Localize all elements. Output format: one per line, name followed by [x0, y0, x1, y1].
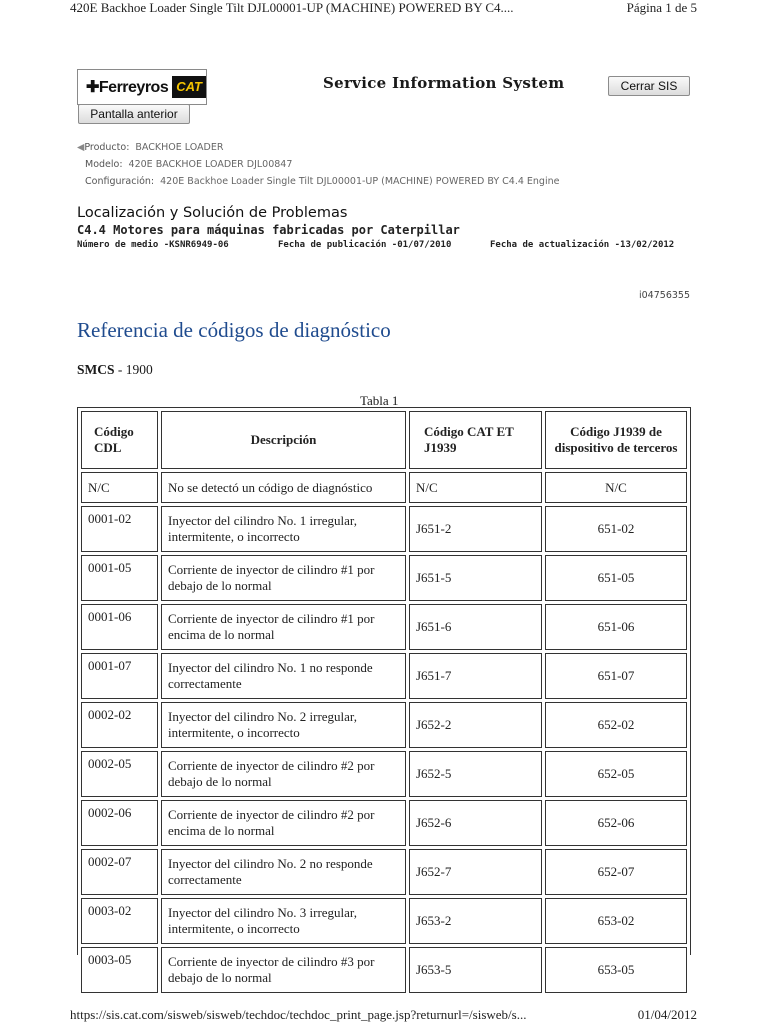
cell-j1939: 651-07 [545, 653, 687, 699]
cell-code: 0001-07 [81, 653, 158, 699]
media-number: Número de medio -KSNR6949-06 [77, 240, 229, 250]
update-date: Fecha de actualización -13/02/2012 [490, 240, 675, 250]
cell-code: 0002-06 [81, 800, 158, 846]
table-row [81, 555, 687, 601]
cell-code: 0002-05 [81, 751, 158, 797]
cell-description: Corriente de inyector de cilindro #1 por encima de lo normal [161, 604, 406, 650]
cell-cat-et: J652-5 [409, 751, 542, 797]
cell-j1939: 652-07 [545, 849, 687, 895]
publication-date: Fecha de publicación -01/07/2010 [278, 240, 452, 250]
cell-j1939: 652-06 [545, 800, 687, 846]
page-title: Referencia de códigos de diagnóstico [77, 318, 391, 342]
print-footer-url: https://sis.cat.com/sisweb/sisweb/techdoc/techdoc_print_page.jsp?returnurl=/sisweb/s... [70, 1007, 527, 1022]
model-label: Modelo: [85, 159, 123, 170]
cell-cat-et: J651-2 [409, 506, 542, 552]
cell-description: Corriente de inyector de cilindro #2 por debajo de lo normal [161, 751, 406, 797]
table-header-row [81, 411, 687, 469]
table-row [81, 898, 687, 944]
cell-cat-et: J652-6 [409, 800, 542, 846]
doc-subtitle: C4.4 Motores para máquinas fabricadas por Caterpillar [77, 223, 460, 237]
close-sis-button[interactable]: Cerrar SIS [608, 76, 690, 96]
product-label: Producto: [84, 142, 130, 153]
meta-config [85, 176, 559, 187]
cell-cat-et: J651-5 [409, 555, 542, 601]
table [78, 408, 690, 996]
cell-code: 0003-05 [81, 947, 158, 993]
cell-code: 0002-07 [81, 849, 158, 895]
sis-title: Service Information System [323, 74, 565, 92]
table-row [81, 849, 687, 895]
cell-cat-et: J652-2 [409, 702, 542, 748]
cell-j1939: 651-06 [545, 604, 687, 650]
meta-product [77, 142, 223, 153]
meta-model [85, 159, 292, 170]
cell-description: Inyector del cilindro No. 1 irregular, intermitente, o incorrecto [161, 506, 406, 552]
cell-j1939: 651-05 [545, 555, 687, 601]
table-row [81, 506, 687, 552]
table-body [81, 472, 687, 993]
print-footer-date: 01/04/2012 [637, 1007, 697, 1022]
smcs-value: - 1900 [114, 362, 153, 377]
cell-j1939: 652-05 [545, 751, 687, 797]
doc-title: Localización y Solución de Problemas [77, 205, 348, 221]
header-code-cdl: Código CDL [81, 411, 158, 469]
table-row [81, 751, 687, 797]
cell-description: Corriente de inyector de cilindro #3 por debajo de lo normal [161, 947, 406, 993]
cell-description: Inyector del cilindro No. 1 no responde correctamente [161, 653, 406, 699]
header-cat-et: Código CAT ET J1939 [409, 411, 542, 469]
cell-description: No se detectó un código de diagnóstico [161, 472, 406, 503]
product-value: BACKHOE LOADER [135, 142, 224, 153]
cell-description: Inyector del cilindro No. 2 irregular, intermitente, o incorrecto [161, 702, 406, 748]
print-header-page: Página 1 de 5 [626, 0, 697, 15]
smcs-line [77, 362, 153, 378]
config-value: 420E Backhoe Loader Single Tilt DJL00001-UP (MACHINE) POWERED BY C4.4 Engine [160, 176, 560, 187]
cell-description: Corriente de inyector de cilindro #2 por encima de lo normal [161, 800, 406, 846]
cat-badge: CAT [172, 76, 206, 98]
table-row [81, 472, 687, 503]
logo-text: ✚Ferreyros [86, 79, 169, 96]
cell-cat-et: J651-6 [409, 604, 542, 650]
cell-j1939: N/C [545, 472, 687, 503]
cell-cat-et: J653-5 [409, 947, 542, 993]
table-caption: Tabla 1 [360, 393, 399, 408]
table-row [81, 800, 687, 846]
cell-cat-et: J651-7 [409, 653, 542, 699]
previous-screen-button[interactable]: Pantalla anterior [78, 104, 190, 124]
cell-j1939: 653-02 [545, 898, 687, 944]
cell-j1939: 652-02 [545, 702, 687, 748]
diagnostic-codes-table [77, 407, 691, 985]
header-j1939: Código J1939 de dispositivo de terceros [545, 411, 687, 469]
doc-id: i04756355 [639, 290, 690, 301]
cell-description: Corriente de inyector de cilindro #1 por debajo de lo normal [161, 555, 406, 601]
header-description: Descripción [161, 411, 406, 469]
table-row [81, 702, 687, 748]
cell-description: Inyector del cilindro No. 2 no responde correctamente [161, 849, 406, 895]
cell-code: N/C [81, 472, 158, 503]
table-row [81, 947, 687, 993]
cell-cat-et: N/C [409, 472, 542, 503]
table-row [81, 653, 687, 699]
cell-cat-et: J653-2 [409, 898, 542, 944]
cell-j1939: 651-02 [545, 506, 687, 552]
model-value: 420E BACKHOE LOADER DJL00847 [128, 159, 293, 170]
cell-cat-et: J652-7 [409, 849, 542, 895]
cell-code: 0003-02 [81, 898, 158, 944]
print-header [0, 0, 768, 20]
table-row [81, 604, 687, 650]
cell-code: 0001-02 [81, 506, 158, 552]
cell-code: 0002-02 [81, 702, 158, 748]
cell-description: Inyector del cilindro No. 3 irregular, intermitente, o incorrecto [161, 898, 406, 944]
cell-code: 0001-06 [81, 604, 158, 650]
cell-j1939: 653-05 [545, 947, 687, 993]
smcs-label: SMCS [77, 362, 115, 377]
print-header-title: 420E Backhoe Loader Single Tilt DJL00001-UP (MACHINE) POWERED BY C4.... [70, 0, 514, 15]
ferreyros-cat-logo [77, 69, 207, 105]
cell-code: 0001-05 [81, 555, 158, 601]
caret-left-icon: ◀ [77, 142, 85, 153]
config-label: Configuración: [85, 176, 155, 187]
